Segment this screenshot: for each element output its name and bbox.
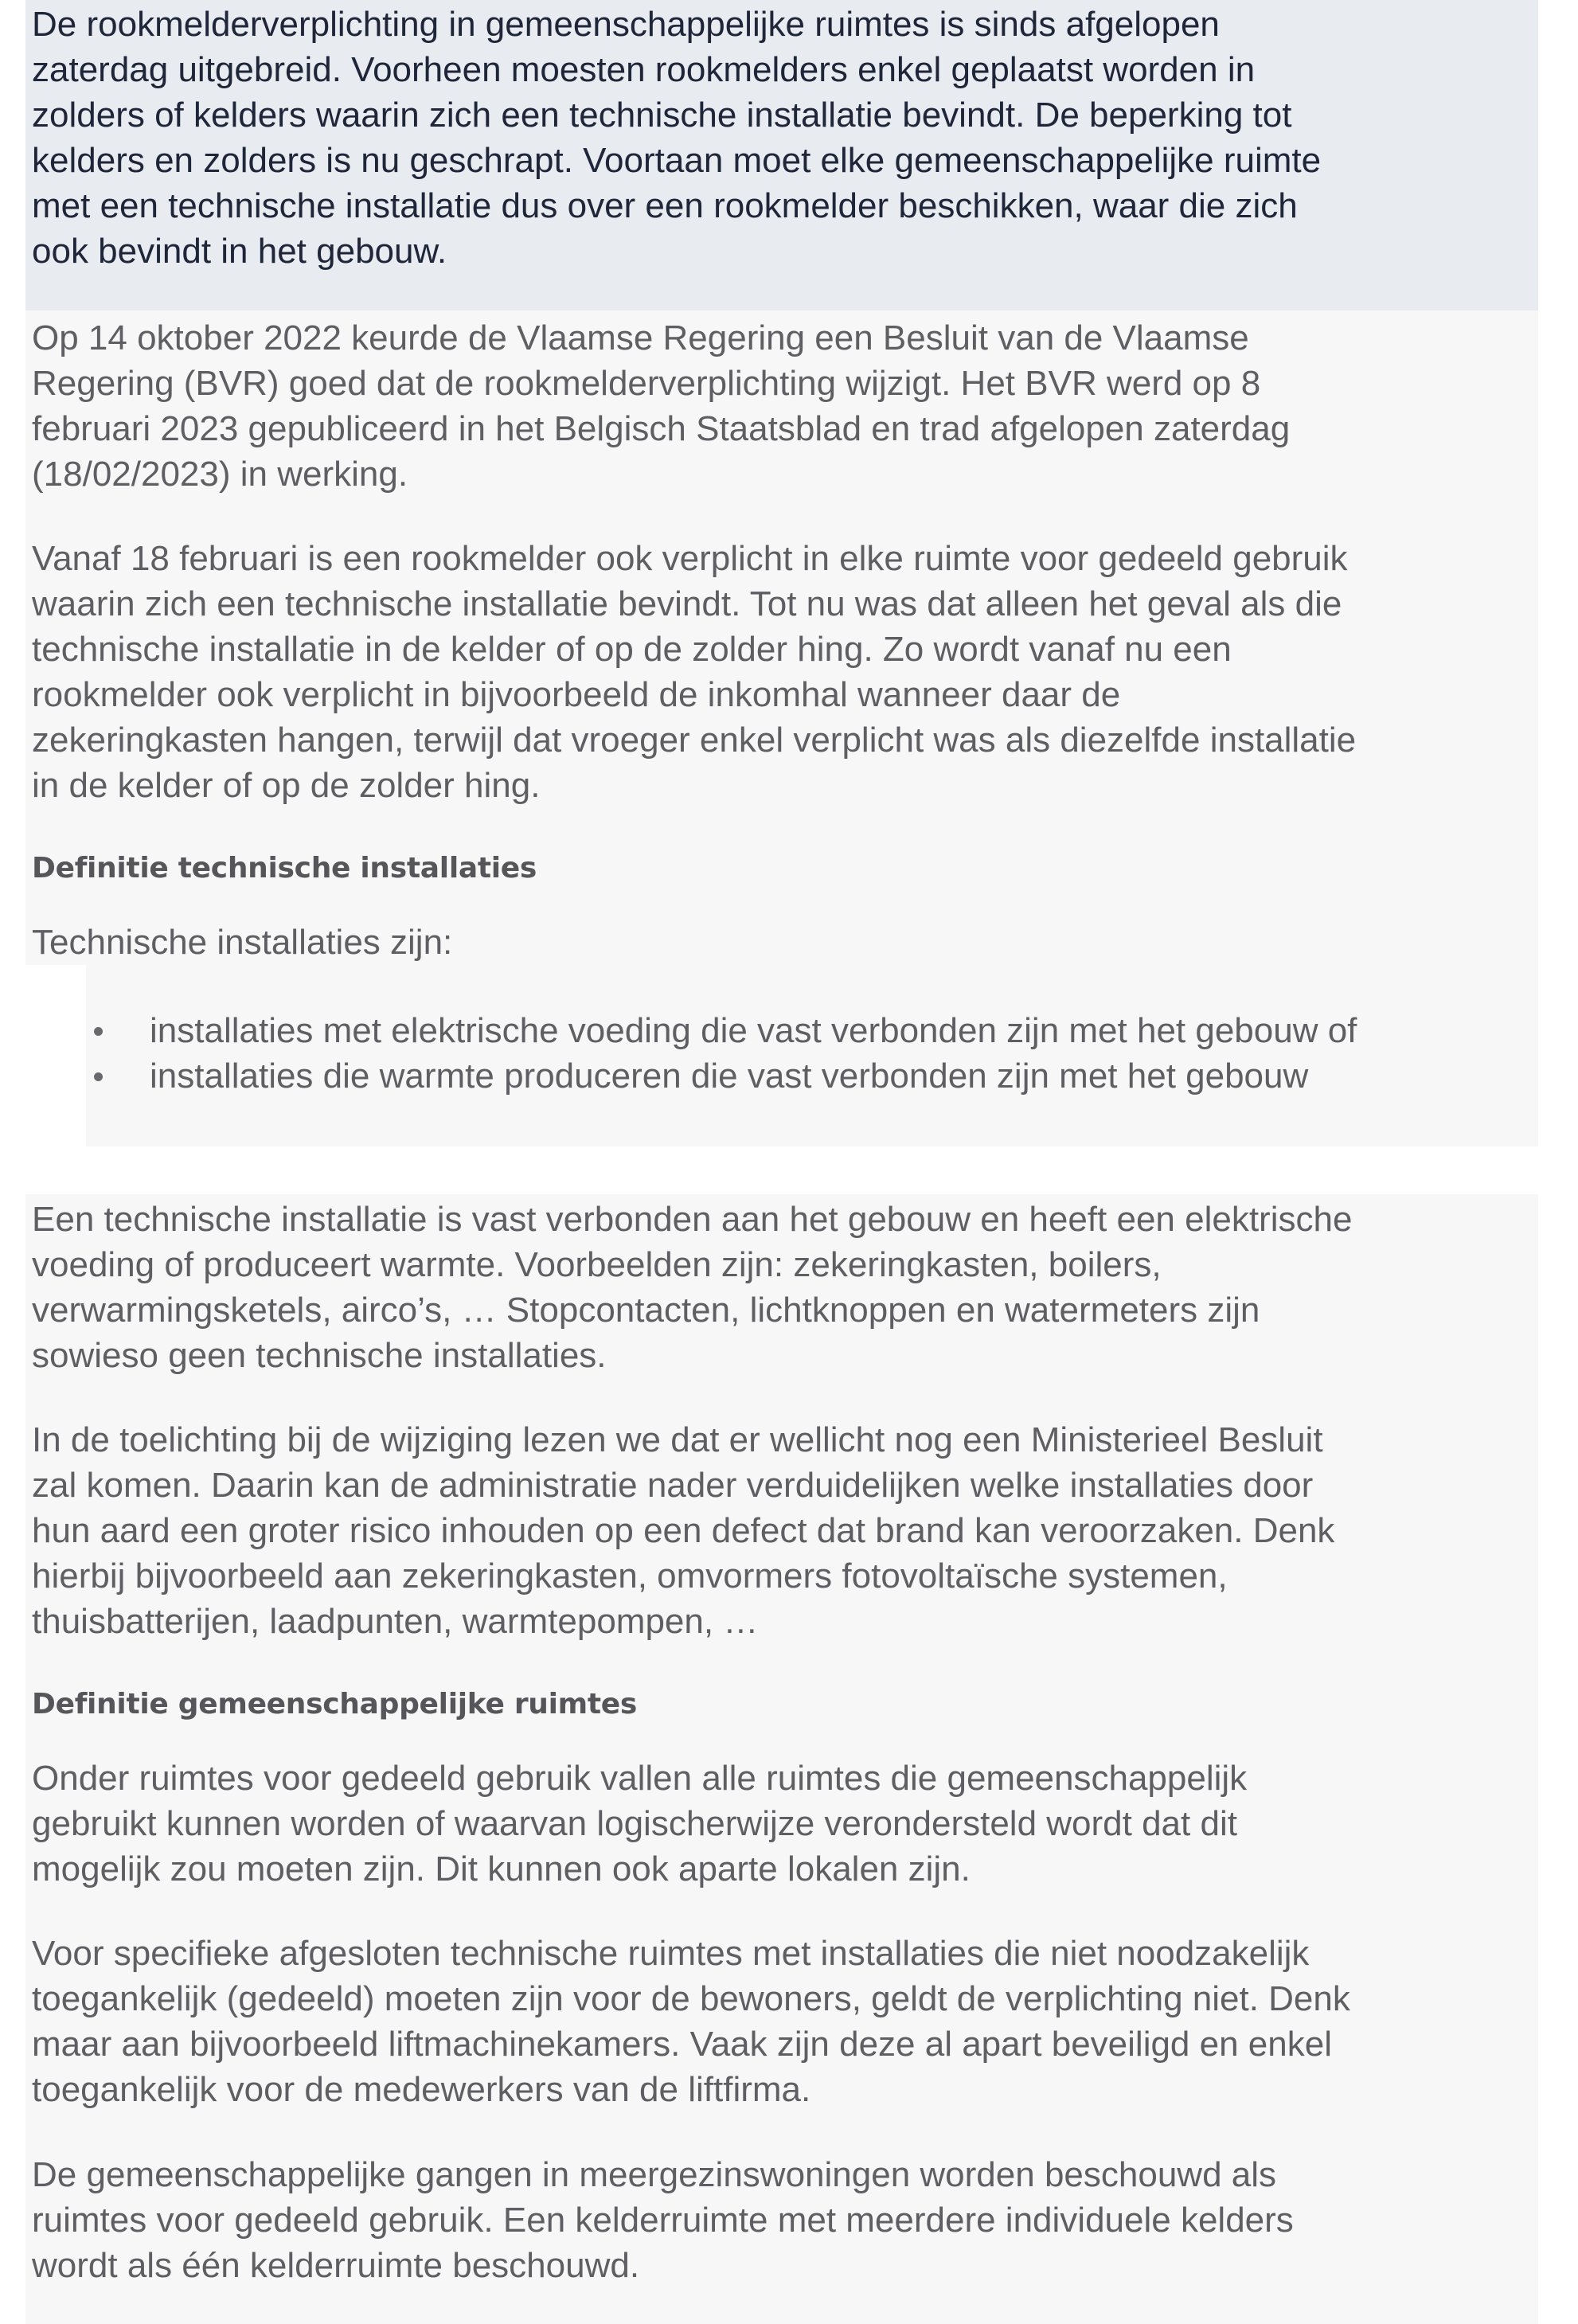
list-item	[86, 1008, 1538, 1053]
list-item-text: installaties die warmte produceren die vast verbonden zijn met het gebouw	[150, 1057, 1309, 1096]
paragraph-verplichting: Vanaf 18 februari is een rookmelder ook verplicht in elke ruimte voor gedeeld gebruik waarin zich een technische installatie bevindt. Tot nu was dat alleen het geval als die technische installatie in de kelder of op de zolder hing. Zo wordt vanaf nu een rookmelder ook verplicht in bijvoorbeeld de inkomhal wanneer daar de zekeringkasten hangen, terwijl dat vroeger enkel verplicht was als diezelfde installatie in de kelder of op de zolder hing.	[32, 539, 1357, 805]
paragraph-afgesloten-ruimtes: Voor specifieke afgesloten technische ruimtes met installaties die niet noodzakelijk toegankelijk (gedeeld) moeten zijn voor de bewoners, geldt de verplichting niet. Denk maar aan bijvoorbeeld liftmachinekamers. Vaak zijn deze al apart beveiligd en enkel toegankelijk voor de medewerkers van de liftfirma.	[32, 1934, 1350, 2109]
heading-technische-installaties: Definitie technische installaties	[32, 852, 537, 885]
intro-paragraph: De rookmelderverplichting in gemeenschappelijke ruimtes is sinds afgelopen zaterdag uitgebreid. Voorheen moesten rookmelders enkel geplaatst worden in zolders of kelders waarin zich een technische installatie bevindt. De beperking tot kelders en zolders is nu geschrapt. Voortaan moet elke gemeenschappelijke ruimte met een technische installatie dus over een rookmelder beschikken, waar die zich ook bevindt in het gebouw.	[32, 5, 1322, 271]
technische-installaties-list	[86, 1008, 1538, 1099]
paragraph-gemeenschappelijke-gangen: De gemeenschappelijke gangen in meergezinswoningen worden beschouwd als ruimtes voor gedeeld gebruik. Een kelderruimte met meerdere individuele kelders wordt als één kelderruimte beschouwd.	[32, 2155, 1294, 2285]
list-item	[86, 1053, 1538, 1099]
paragraph-besluit: Op 14 oktober 2022 keurde de Vlaamse Regering een Besluit van de Vlaamse Regering (BVR) goed dat de rookmelderverplichting wijzigt. Het BVR werd op 8 februari 2023 gepubliceerd in het Belgisch Staatsblad en trad afgelopen zaterdag (18/02/2023) in werking.	[32, 318, 1291, 494]
bullet-dot-icon	[94, 1027, 103, 1036]
paragraph-technische-installatie-definitie: Een technische installatie is vast verbonden aan het gebouw en heeft een elektrische voeding of produceert warmte. Voorbeelden zijn: zekeringkasten, boilers, verwarmingsketels, airco’s, … Stopcontacten, lichtknoppen en watermeters zijn sowieso geen technische installaties.	[32, 1200, 1353, 1375]
list-item-text: installaties met elektrische voeding die vast verbonden zijn met het gebouw of	[150, 1011, 1357, 1050]
paragraph-technische-installaties-intro: Technische installaties zijn:	[32, 923, 453, 962]
paragraph-gedeeld-gebruik: Onder ruimtes voor gedeeld gebruik vallen alle ruimtes die gemeenschappelijk gebruikt kunnen worden of waarvan logischerwijze verondersteld wordt dat dit mogelijk zou moeten zijn. Dit kunnen ook aparte lokalen zijn.	[32, 1759, 1248, 1888]
paragraph-ministerieel-besluit: In de toelichting bij de wijziging lezen we dat er wellicht nog een Ministerieel Besluit zal komen. Daarin kan de administratie nader verduidelijken welke installaties door hun aard een groter risico inhouden op een defect dat brand kan veroorzaken. Denk hierbij bijvoorbeeld aan zekeringkasten, omvormers fotovoltaïsche systemen, thuisbatterijen, laadpunten, warmtepompen, …	[32, 1420, 1335, 1641]
bullet-dot-icon	[94, 1072, 103, 1081]
heading-gemeenschappelijke-ruimtes: Definitie gemeenschappelijke ruimtes	[32, 1688, 638, 1721]
